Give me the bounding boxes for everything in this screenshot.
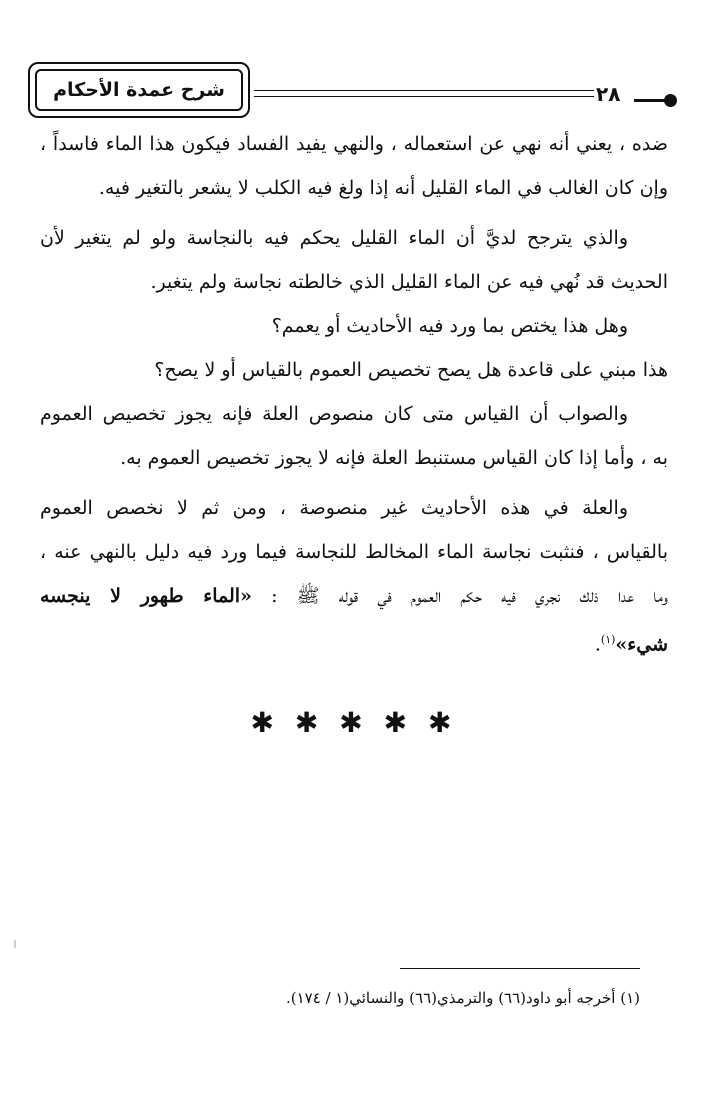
footnote-text: (١) أخرجه أبو داود(٦٦) والترمذي(٦٦) والنسائي(١ / ١٧٤).	[285, 989, 640, 1007]
body-line: به ، وأما إذا كان القياس مستنبط العلة فإنه لا يجوز تخصيص العموم به.	[120, 447, 668, 469]
body-line-hadith-intro	[40, 574, 668, 618]
hadith-quote: «الماء طهور لا ينجسه	[40, 585, 252, 607]
footnote-reference: (١)	[600, 633, 616, 646]
page-header	[28, 62, 680, 122]
header-rule-top	[254, 90, 594, 91]
page-number-dot	[664, 94, 677, 107]
body-line: والعلة في هذه الأحاديث غير منصوصة ، ومن ثم لا نخصص العموم	[40, 497, 628, 519]
body-line: الحديث قد نُهي فيه عن الماء القليل الذي خالطته نجاسة ولم يتغير.	[150, 271, 668, 293]
body-line: وإن كان الغالب في الماء القليل أنه إذا ولغ فيه الكلب لا يشعر بالتغير فيه.	[98, 177, 668, 199]
page-body	[40, 122, 668, 662]
scan-mark	[14, 940, 16, 948]
body-line: ضده ، يعني أنه نهي عن استعماله ، والنهي يفيد الفساد فيكون هذا الماء فاسداً ،	[40, 133, 668, 155]
section-separator: ✱ ✱ ✱ ✱ ✱	[250, 706, 458, 739]
body-line: وهل هذا يختص بما ورد فيه الأحاديث أو يعمم؟	[271, 315, 628, 337]
header-rule-bottom	[254, 96, 594, 97]
body-line: والذي يترجح لديَّ أن الماء القليل يحكم فيه بالنجاسة ولو لم يتغير لأن	[40, 227, 628, 249]
sentence-period: .	[594, 633, 601, 656]
body-line: بالقياس ، فنثبت نجاسة الماء المخالط للنجاسة فيما ورد فيه دليل بالنهي عنه ،	[40, 541, 668, 563]
hadith-quote-end: شيء»	[615, 633, 668, 656]
body-line-hadith-end	[40, 618, 668, 662]
book-title-frame	[28, 62, 250, 118]
page-number: ٢٨	[596, 82, 621, 106]
book-title: شرح عمدة الأحكام	[35, 69, 243, 111]
body-line-text: وما عدا ذلك نجري فيه حكم العموم في قوله ﷺ :	[271, 585, 668, 607]
footnote-rule	[400, 968, 640, 969]
body-line: هذا مبني على قاعدة هل يصح تخصيص العموم بالقياس أو لا يصح؟	[154, 359, 668, 381]
body-line: والصواب أن القياس متى كان منصوص العلة فإنه يجوز تخصيص العموم	[40, 403, 628, 425]
